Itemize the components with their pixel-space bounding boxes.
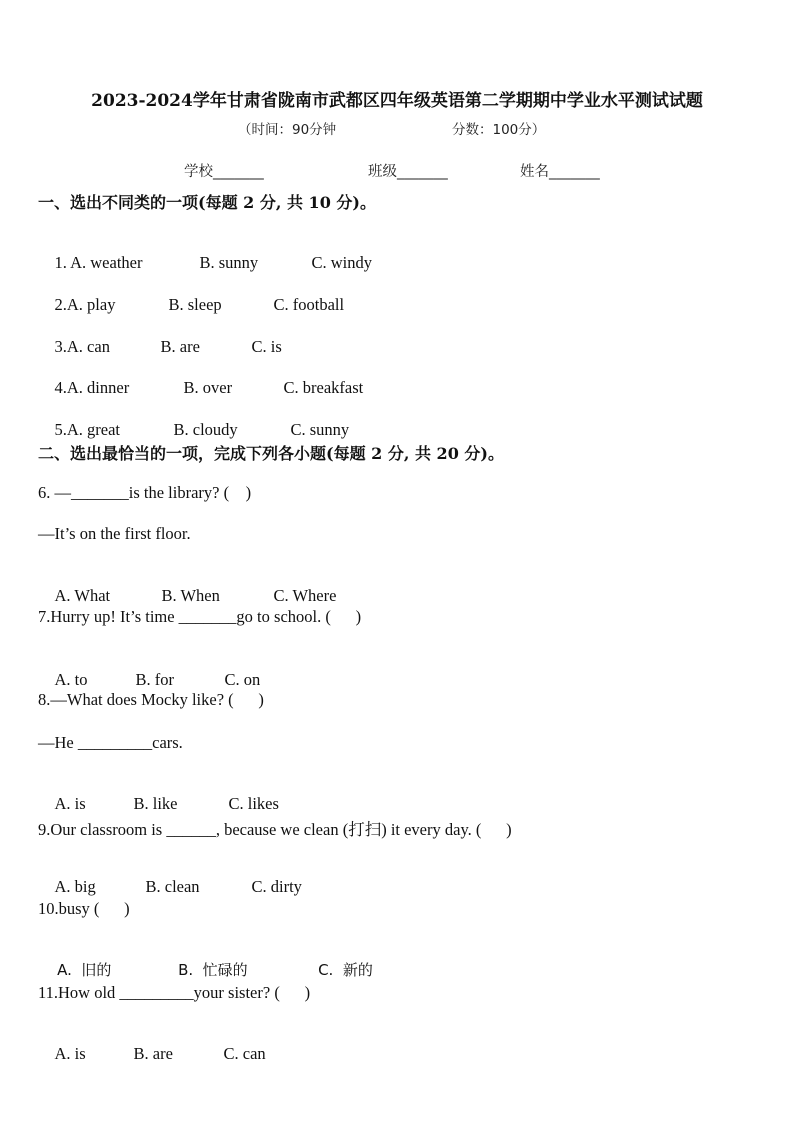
option-b: B. sunny [199,253,259,272]
class-field: 班级_______ [368,164,448,180]
option-a: A. is [54,1044,86,1063]
option-b: B. clean [145,877,200,896]
question-11-options [38,1024,266,1084]
option-b: B. are [160,337,200,356]
option-b: B. sleep [168,295,222,314]
question-11-stem: 11.How old _________your sister? ( ) [38,983,311,1002]
option-a: A. 旧的 [57,961,112,979]
option-c: C. sunny [290,420,350,439]
option-b: B. over [183,378,233,397]
option-a: A. big [54,877,96,896]
time-label: （时间：90分钟 [238,122,337,138]
question-6-dialogue: —It’s on the first floor. [38,524,191,543]
option-c: C. windy [311,253,373,272]
option-b: B. When [161,586,220,605]
section-1-heading: 一、选出不同类的一项(每题 2 分, 共 10 分)。 [38,193,376,212]
option-c: C. on [224,670,261,689]
option-b: B. 忙碌的 [178,961,248,979]
option-c: C. 新的 [318,961,373,979]
option-a: 1. A. weather [54,253,143,272]
name-field: 姓名_______ [520,164,600,180]
school-field: 学校_______ [184,164,264,180]
question-8-stem: 8.—What does Mocky like? ( ) [38,690,264,709]
question-8-dialogue: —He _________cars. [38,733,183,752]
question-6-stem: 6. —_______is the library? ( ) [38,483,252,502]
option-a: 4.A. dinner [54,378,130,397]
page-title: 2023-2024学年甘肃省陇南市武都区四年级英语第二学期期中学业水平测试试题 [91,91,703,111]
option-b: B. are [133,1044,173,1063]
question-7-stem: 7.Hurry up! It’s time _______go to school. ( ) [38,607,362,626]
option-c: C. dirty [251,877,302,896]
option-c: C. football [273,295,345,314]
option-a: 3.A. can [54,337,110,356]
option-b: B. cloudy [173,420,238,439]
question-9-stem: 9.Our classroom is ______, because we clean (打扫) it every day. ( ) [38,820,512,839]
section-2-heading: 二、选出最恰当的一项，完成下列各小题(每题 2 分, 共 20 分)。 [38,444,504,463]
option-c: C. likes [228,794,279,813]
option-a: A. to [54,670,88,689]
score-label: 分数：100分） [452,122,546,138]
option-a: 5.A. great [54,420,121,439]
option-b: B. for [135,670,174,689]
option-a: A. What [54,586,111,605]
question-10-stem: 10.busy ( ) [38,899,130,918]
option-c: C. breakfast [283,378,364,397]
option-c: C. is [251,337,282,356]
option-a: A. is [54,794,86,813]
option-b: B. like [133,794,178,813]
option-c: C. Where [273,586,337,605]
option-a: 2.A. play [54,295,116,314]
option-c: C. can [223,1044,266,1063]
